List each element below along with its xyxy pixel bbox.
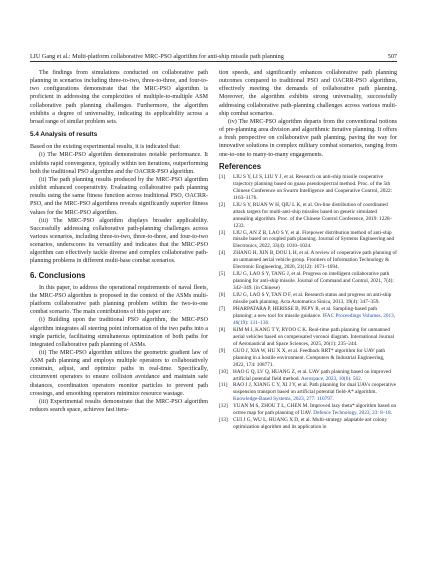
reference-item xyxy=(219,417,397,431)
reference-item xyxy=(219,369,397,383)
reference-body: ZHANG H, XIN B, DOU L H, et al. A review of cooperative path planning of an unmanned aerial vehicle group. Frontiers of Information Technology & Electronic Engineering, 2020, 21(12): 1671–1694. xyxy=(233,250,397,271)
reference-text xyxy=(233,202,397,230)
reference-body: KIM M J, KANG T Y, RYOO C K. Real-time path planning for unmanned aerial vehicles based on compensated voronoi diagram. International Journal of Aeronautical and Space Sciences, 2025, 26(1): 235–244. xyxy=(233,326,395,347)
reference-text xyxy=(233,174,397,202)
section-heading-5-4: 5.4 Analysis of results xyxy=(30,131,98,139)
left-column xyxy=(30,69,208,414)
reference-number: [10] xyxy=(219,368,228,375)
reference-text xyxy=(233,250,397,271)
reference-number: [8] xyxy=(219,326,226,333)
reference-body: YUAN M S, ZHOU T L, CHEN M. Improved lazy theta* algorithm based on octree map for path planning of UAV. xyxy=(233,403,397,417)
reference-body: LIU S Y, RUAN W H, QIU L K, et al. On-line distribution of coordinated attack targets for multi-anti-ship missiles based on genetic simulated annealing algorithm. Proc. of the Chinese Control Conference, 2019: 1228–1233. xyxy=(233,201,393,229)
reference-text xyxy=(233,382,397,403)
reference-journal-link[interactable]: Aerospace, 2023, 10(6): 562. xyxy=(300,375,363,382)
reference-item xyxy=(219,382,397,403)
reference-body: PHARPATARA P, HERISSE B, PEPY R, et al. Sampling-based path planning: a new tool for missile guidance. xyxy=(233,305,378,319)
paragraph: (iii) The MRC-PSO algorithm displays broader applicability. Successfully addressing collaborative path-planning challenges across various scenarios, including three-to-two, three-to-three, and four-to-two scenarios, underscores its versatility and indicates that the MRC-PSO algorithm can effectively tackle diverse and complex collaborative path-planning problems in different multi-base combat scenarios. xyxy=(30,217,208,265)
reference-number: [6] xyxy=(219,292,226,299)
reference-text xyxy=(233,271,397,292)
paragraph: The findings from simulations conducted on collaborative path planning in scenarios including three-to-two, three-to-three, and four-to-two configurations demonstrate that the MRC-PSO algorithm is proficient in addressing the complexities of multiple-to-multiple ASM collaborative path planning challenges. Furthermore, the algorithm exhibits a degree of universality, indicating its applicability across a broad range of similar problem sets. xyxy=(30,70,208,125)
reference-body: RAO J J, XIANG C Y, XI J Y, et al. Path planning for dual UAVs cooperative suspension transport based on artificial potential field-A* algorithm. xyxy=(233,382,396,396)
reference-item xyxy=(219,403,397,417)
reference-number: [3] xyxy=(219,229,226,236)
reference-text xyxy=(233,348,397,369)
running-title: LIU Gang et al.: Multi-platform collaborative MRC-PSO algorithm for anti-ship missile path planning xyxy=(30,53,284,60)
header-rule xyxy=(30,61,397,62)
paragraph: (ii) The MRC-PSO algorithm utilizes the geometric gradient law of ASM path planning and employs multiple operators to collaboratively constrain, adjust, and optimize paths in real-time. Specifically, circumvent operators to ensure collision avoidance and maintain safe distances, coordination operators monitor particles to prevent path crossings, and smoothing operators minimize resource wastage. xyxy=(30,350,208,397)
reference-text xyxy=(233,306,397,327)
reference-item xyxy=(219,327,397,348)
reference-body: HAO G Q, LV Q, HUANG Z, et al. UAV path planning based on improved artificial potential field method. xyxy=(233,368,391,382)
reference-body: GUO J, XIA W, HU X X, et al. Feedback RRT* algorithm for UAV path planning in a hostile environment. Computers & Industrial Engineering, 2022, 174: 108771. xyxy=(233,347,386,368)
reference-journal-link[interactable]: Knowledge-Based Systems, 2023, 277: 110797. xyxy=(233,396,334,403)
reference-item xyxy=(219,271,397,292)
reference-journal-link[interactable]: IFAC Proceedings Volumes, 2013, 46(19): 131–136. xyxy=(233,312,396,326)
paragraph: (i) Building upon the traditional PSO algorithm, the MRC-PSO algorithm integrates all steering point information of the two paths into a single particle, facilitating simultaneous optimization of both paths for integrated collaborative path planning of ASMs. xyxy=(30,317,208,348)
reference-text xyxy=(233,230,397,251)
reference-text xyxy=(233,403,397,417)
reference-number: [7] xyxy=(219,305,226,312)
reference-text xyxy=(233,417,397,431)
reference-number: [9] xyxy=(219,347,226,354)
right-column xyxy=(219,69,397,431)
section-heading-conclusions: 6. Conclusions xyxy=(30,270,86,280)
reference-text xyxy=(233,327,397,348)
paragraph: (iv) The MRC-PSO algorithm departs from the conventional notions of pre-planning area division and algorithmic iterative planning. It offers a fresh perspective on collaborative path planning, paving the way for innovative solutions in complex military combat scenarios, ranging from one-to-one to many-to-many engagements. xyxy=(219,118,397,158)
reference-body: LIU G, LAO S Y, TAN D F, et al. Research status and progress on anti-ship missile path planning. Acta Automatica Sinica, 2013, 39(4): 347–359. xyxy=(233,292,392,306)
reference-journal-link[interactable]: Defence Technology, 2023, 23: 8–18. xyxy=(313,410,392,417)
paragraph: (i) The MRC-PSO algorithm demonstrates notable performance. It exhibits rapid convergence, typically within ten iterations, outperforming both the traditional PSO algorithm and the OACRR-PSO algorithm. xyxy=(30,152,208,175)
paragraph: Based on the existing experimental results, it is indicated that: xyxy=(30,144,181,151)
reference-number: [11] xyxy=(219,382,228,389)
reference-number: [12] xyxy=(219,403,228,410)
reference-item xyxy=(219,348,397,369)
reference-item xyxy=(219,174,397,202)
reference-item xyxy=(219,230,397,251)
reference-number: [13] xyxy=(219,417,228,424)
paragraph: (ii) The path planning results produced by the MRC-PSO algorithm exhibit enhanced cooperativity. Evaluating collaborative path planning results using the same fitness function across traditional PSO, OACRR-PSO, and the MRC-PSO algorithms reveals significantly superior fitness values for the MRC-PSO algorithm. xyxy=(30,176,208,216)
page-number: 507 xyxy=(387,53,397,60)
reference-number: [4] xyxy=(219,250,226,257)
reference-item xyxy=(219,202,397,230)
reference-number: [1] xyxy=(219,173,226,180)
reference-body: CUI J G, WU L, HUANG X D, et al. Multi-strategy adaptable ant colony optimization algorithm and its application in xyxy=(233,417,388,431)
running-header xyxy=(30,48,397,60)
paragraph: (iii) Experimental results demonstrate that the MRC-PSO algorithm reduces search space, achieves fast itera- xyxy=(30,398,208,414)
reference-number: [2] xyxy=(219,201,226,208)
reference-body: LIU S Y, LI S, LIU Y J, et al. Research on anti-ship missile cooperative trajectory planning based on guass pseudospectral method. Proc. of the 5th Chinese Conference on Swarm Intelligence and Cooperative Control, 2022: 1163–1176. xyxy=(233,173,393,201)
reference-body: LIU G, LAO S Y, TANG J, et al. Progress on intelligent collaborative path planning for anti-ship missile. Journal of Command and Control, 2021, 7(4): 342–349. (in Chinese) xyxy=(233,271,394,292)
reference-body: LIU G, AN Z B, LAO S Y, et al. Firepower distribution method of anti-ship missile based on coupled path planning. Journal of Systems Engineering and Electronics, 2022, 33(4): 1010–1024. xyxy=(233,229,395,250)
reference-item xyxy=(219,250,397,271)
reference-text xyxy=(233,292,397,306)
reference-item xyxy=(219,306,397,327)
reference-number: [5] xyxy=(219,271,226,278)
references-heading: References xyxy=(219,161,262,171)
reference-text xyxy=(233,369,397,383)
paragraph: tion speeds, and significantly enhances collaborative path planning outcomes compared to traditional PSO and OACRR-PSO algorithms, effectively meeting the demands of collaborative path planning. Moreover, the algorithm exhibits strong universality, successfully addressing collaborative path-planning challenges across various multi-ship combat scenarios. xyxy=(219,70,397,117)
reference-list xyxy=(219,174,397,431)
reference-item xyxy=(219,292,397,306)
paragraph: In this paper, to address the operational requirements of naval fleets, the MRC-PSO algorithm is proposed in the context of the ASMs multi-platform collaborative path planning problem within the two-to-one combat scenario. The main contributions of this paper are: xyxy=(30,284,208,316)
